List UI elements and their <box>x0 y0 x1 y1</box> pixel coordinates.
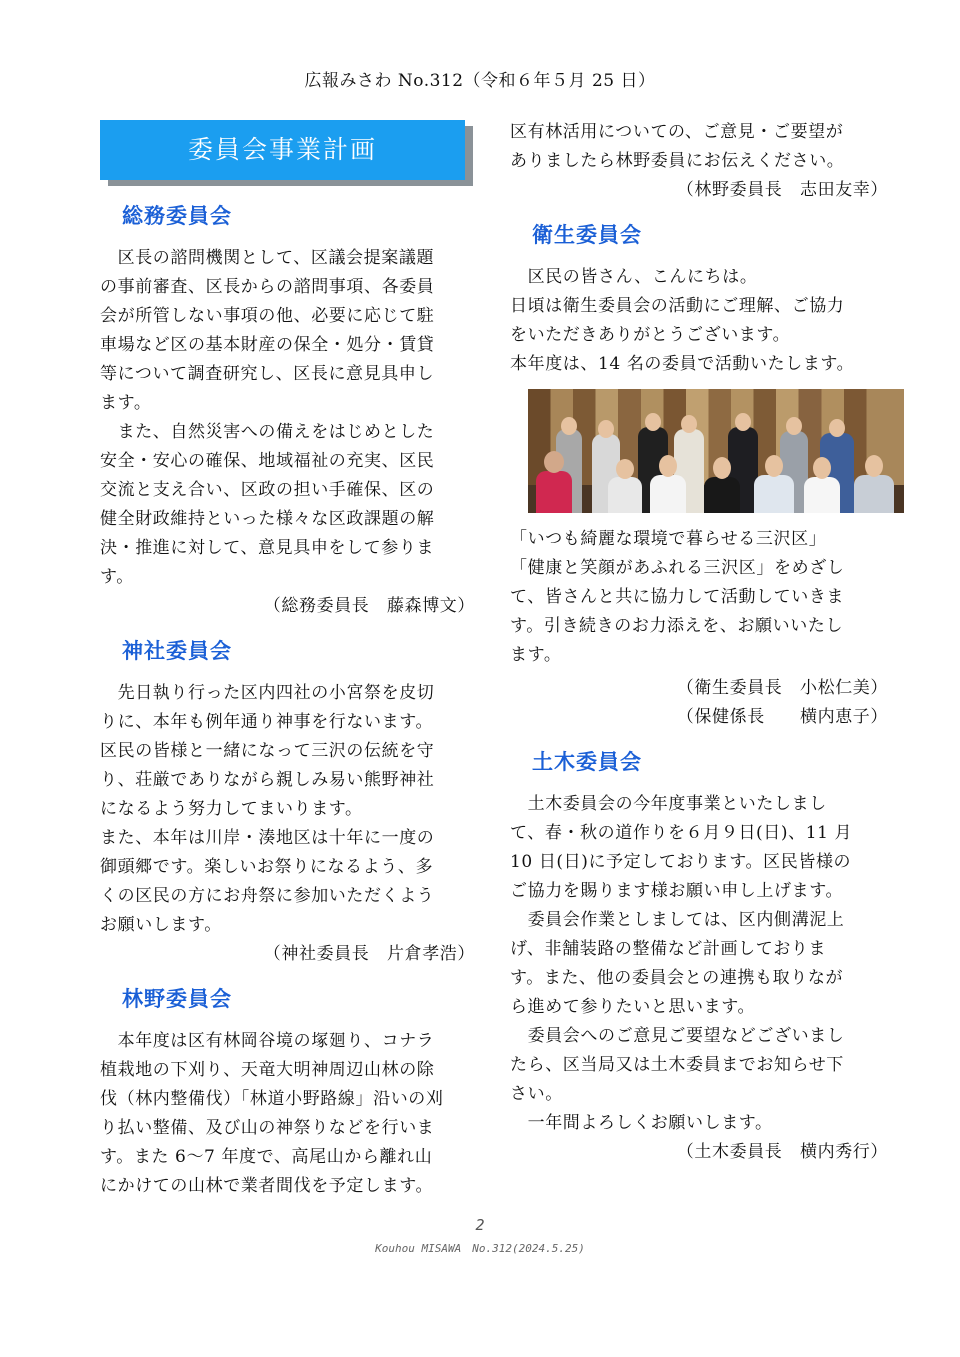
photo-person <box>650 475 686 513</box>
photo-person <box>608 477 642 513</box>
soumu-signature: （総務委員長 藤森博文） <box>263 596 475 616</box>
banner-title: 委員会事業計画 <box>100 120 465 180</box>
group-photo <box>528 389 904 513</box>
photo-head <box>786 417 802 435</box>
photo-head <box>659 455 677 477</box>
rinya-paragraph-2: 区有林活用についての、ご意見・ご要望が ありましたら林野委員にお伝えください。 <box>510 122 845 171</box>
photo-head <box>735 413 751 431</box>
photo-head <box>813 457 831 479</box>
photo-head <box>865 455 883 477</box>
footer-caption: Kouhou MISAWA No.312(2024.5.25) <box>375 1242 585 1255</box>
photo-head <box>598 420 614 438</box>
jinja-title: 神社委員会 <box>122 639 232 663</box>
rinya-signature: （林野委員長 志田友幸） <box>676 180 888 200</box>
photo-head <box>544 451 564 473</box>
banner <box>100 120 465 178</box>
soumu-paragraph-2: また、自然災害への備えをはじめとした 安全・安心の確保、地域福祉の充実、区民 交流と支え合い、区政の担い手確保、区の 健全財政維持といった様々な区政課題の解 決・推進に対して、意見具申をして参りま す。 <box>100 422 435 587</box>
photo-person <box>536 471 572 513</box>
eisei-signature-1: （衛生委員長 小松仁美） <box>676 678 888 698</box>
jinja-paragraph-1: 先日執り行った区内四社の小宮祭を皮切 りに、本年も例年通り神事を行ないます。 区民の皆様と一緒になって三沢の伝統を守 り、荘厳でありながら親しみ易い熊野神社 になるよう努力してまいります。 また、本年は川岸・湊地区は十年に一度の 御頭郷です。楽しいお祭りになるよう、多 くの区民の方にお舟祭に参加いただくよう お願いします。 <box>100 683 435 935</box>
photo-head <box>765 455 783 477</box>
eisei-title: 衛生委員会 <box>532 223 642 247</box>
page-header: 広報みさわ No.312（令和６年５月 25 日） <box>304 71 656 91</box>
photo-person <box>754 475 794 513</box>
photo-head <box>829 419 845 437</box>
rinya-paragraph-1: 本年度は区有林岡谷境の塚廻り、コナラ 植栽地の下刈り、天竜大明神周辺山林の除 伐（林内整備伐）「林道小野路線」沿いの刈 り払い整備、及び山の神祭りなどを行いま す。また 6～7 年度で、高尾山から離れ山 にかけての山林で業者間伐を予定します。 <box>100 1031 444 1196</box>
photo-person <box>804 477 840 513</box>
photo-head <box>561 417 577 435</box>
doboku-paragraph-1: 土木委員会の今年度事業といたしまし て、春・秋の道作りを６月９日(日)、11 月 10 日(日)に予定しております。区民皆様の ご協力を賜ります様お願い申し上げます。 委員会作業としましては、区内側溝泥上 げ、非舗装路の整備など計画しておりま す。また、他の委員会との連携も取りなが ら進めて参りたいと思います。 委員会へのご意見ご要望などございまし たら、区当局又は土木委員までお知らせ下 さい。 一年間よろしくお願いします。 <box>510 794 853 1133</box>
eisei-paragraph-2: 「いつも綺麗な環境で暮らせる三沢区」 「健康と笑顔があふれる三沢区」をめざし て、皆さんと共に協力して活動していきま す。引き続きのお力添えを、お願いいたし ます。 <box>510 529 845 665</box>
eisei-paragraph-1: 区民の皆さん、こんにちは。 日頃は衛生委員会の活動にご理解、ご協力 をいただきありがとうございます。 本年度は、14 名の委員で活動いたします。 <box>510 267 855 374</box>
right-column <box>510 118 888 1167</box>
left-column <box>100 120 475 1201</box>
photo-person <box>704 477 740 513</box>
soumu-title: 総務委員会 <box>122 204 232 228</box>
doboku-title: 土木委員会 <box>532 750 642 774</box>
rinya-title: 林野委員会 <box>122 987 232 1011</box>
page-number: 2 <box>475 1216 485 1234</box>
eisei-signature-2: （保健係長 横内恵子） <box>676 707 888 727</box>
jinja-signature: （神社委員長 片倉孝浩） <box>263 944 475 964</box>
photo-head <box>713 457 731 479</box>
soumu-paragraph-1: 区長の諮問機関として、区議会提案議題 の事前審査、区長からの諮問事項、各委員 会が所管しない事項の他、必要に応じて駐 車場など区の基本財産の保全・処分・賃貸 等について調査研究し、区長に意見具申し ます。 <box>100 248 435 413</box>
photo-person <box>854 475 894 513</box>
doboku-signature: （土木委員長 横内秀行） <box>676 1142 888 1162</box>
photo-head <box>616 459 634 479</box>
photo-head <box>681 415 697 433</box>
photo-head <box>645 413 661 431</box>
